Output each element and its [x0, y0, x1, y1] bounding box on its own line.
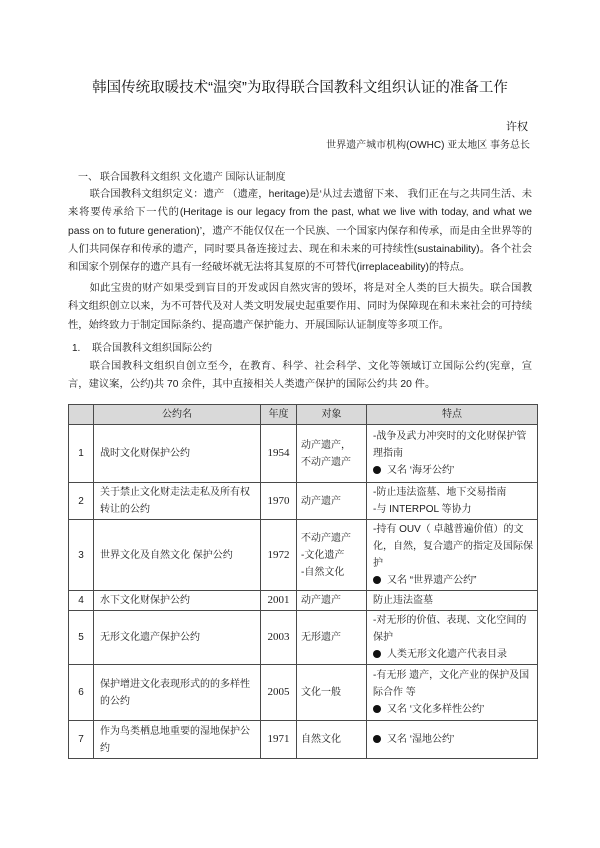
- cell-number: 2: [69, 483, 94, 520]
- document-title: 韩国传统取暖技术“温突”为取得联合国教科文组织认证的准备工作: [92, 80, 508, 96]
- page-content: [68, 0, 532, 759]
- paragraph-unesco-mission: 如此宝贵的财产如果受到盲目的开发或因自然灾害的毁坏，将是对全人类的巨大损失。联合国教科文组织创立以来，为不可替代及对人类文明发展史起重要作用、同时为保障现在和未来社会的可持续性，始终致力于制定国际条约、提高遗产保护能力、开展国际认证制度等多项工作。: [68, 282, 532, 331]
- cell-number: 1: [69, 425, 94, 483]
- bullet-icon: [373, 705, 381, 713]
- bullet-line: [373, 462, 533, 479]
- cell-year: 1970: [261, 483, 297, 520]
- cell-object: [297, 483, 367, 520]
- cell-features: [367, 665, 538, 721]
- header-cell-number: [69, 405, 94, 425]
- cell-convention-name: 保护增进文化表现形式的的多样性的公约: [94, 665, 261, 721]
- cell-number: 4: [69, 591, 94, 611]
- cell-year: 1972: [261, 520, 297, 591]
- bullet-text: 又名 ‘海牙公约’: [387, 465, 455, 477]
- bullet-line: [373, 572, 533, 589]
- section-title: 联合国教科文组织 文化遗产 国际认证制度: [100, 172, 286, 183]
- cell-convention-name: 世界文化及自然文化 保护公约: [94, 520, 261, 591]
- cell-features: [367, 591, 538, 611]
- bullet-icon: [373, 576, 381, 584]
- feature-line: -防止违法盗墓、地下交易指南: [373, 487, 507, 499]
- header-cell-name: 公约名: [94, 405, 261, 425]
- bullet-line: [373, 731, 533, 748]
- bullet-text: 又名 ‘湿地公约’: [387, 734, 455, 746]
- object-line: 无形遗产: [301, 632, 341, 644]
- object-line: -文化遗产: [301, 549, 345, 561]
- feature-line: -战争及武力冲突时的文化财保护管理指南: [373, 431, 527, 460]
- object-line: 动产遗产，: [301, 439, 351, 451]
- cell-object: [297, 425, 367, 483]
- cell-object: [297, 665, 367, 721]
- table-header-row: [69, 405, 538, 425]
- author-affiliation: 世界遗产城市机构(OWHC) 亚太地区 事务总长: [326, 140, 530, 151]
- cell-year: 1971: [261, 721, 297, 759]
- bullet-text: 人类无形文化遗产代表目录: [387, 649, 507, 661]
- feature-line: -持有 OUV（ 卓越普遍价值）的文化，自然，复合遗产的指定及国际保护: [373, 524, 533, 570]
- paragraph-conventions-intro: 联合国教科文组织自创立至今，在教育、科学、社会科学、文化等领域订立国际公约(宪章，宣言，建议案，公约)共 70 余件，其中直接相关人类遗产保护的国际公约共 20 件。: [68, 360, 532, 391]
- feature-line: -对无形的价值、表现、文化空间的保护: [373, 615, 527, 644]
- paragraph-heritage-definition: 联合国教科文组织定义：遗产 （遗產，heritage)是‘从过去遗留下来、 我们正在与之共同生活、未来将要传承给下一代的(Heritage is our legacy from the past, what we live with today, and what we pass on to future generation)’，遗产不能仅仅在一个民族、一个国家内保存和传承，而是由全世界等的人们共同保存和传承的遗产，同时要具备连接过去、现在和未来的可持续性(sustainability)。各个社会和国家个别保存的遗产具有一经破坏就无法将其复原的不可替代(irreplaceability)的特点。: [68, 189, 532, 274]
- cell-year: 2005: [261, 665, 297, 721]
- cell-convention-name: 无形文化遗产保护公约: [94, 611, 261, 665]
- header-cell-year: 年度: [261, 405, 297, 425]
- cell-object: [297, 721, 367, 759]
- table-row: [69, 425, 538, 483]
- bullet-line: [373, 646, 533, 663]
- object-line: 不动产遗产: [301, 456, 351, 468]
- cell-convention-name: 作为鸟类栖息地重要的湿地保护公约: [94, 721, 261, 759]
- header-cell-features: 特点: [367, 405, 538, 425]
- object-line: 自然文化: [301, 734, 341, 746]
- bullet-line: [373, 701, 533, 718]
- object-line: 动产遗产: [301, 495, 341, 507]
- table-body: [69, 425, 538, 759]
- table-row: [69, 591, 538, 611]
- conventions-table: [68, 404, 538, 759]
- author-name: 许权: [506, 121, 528, 133]
- cell-year: 2001: [261, 591, 297, 611]
- table-row: [69, 611, 538, 665]
- object-line: 不动产遗产: [301, 532, 351, 544]
- table-row: [69, 665, 538, 721]
- cell-convention-name: 水下文化财保护公约: [94, 591, 261, 611]
- feature-line: -有无形 遗产，文化产业的保护及国际合作 等: [373, 670, 530, 699]
- object-line: 文化一般: [301, 687, 341, 699]
- subsection-heading: [68, 340, 532, 358]
- bullet-text: 又名 “世界遗产公约”: [387, 575, 477, 587]
- cell-features: [367, 520, 538, 591]
- cell-number: 6: [69, 665, 94, 721]
- cell-number: 3: [69, 520, 94, 591]
- cell-number: 7: [69, 721, 94, 759]
- cell-object: [297, 520, 367, 591]
- cell-features: [367, 483, 538, 520]
- bullet-icon: [373, 650, 381, 658]
- cell-convention-name: 战时文化财保护公约: [94, 425, 261, 483]
- object-line: 动产遗产: [301, 595, 341, 607]
- cell-year: 2003: [261, 611, 297, 665]
- cell-object: [297, 611, 367, 665]
- cell-features: [367, 721, 538, 759]
- subsection-title: 联合国教科文组织国际公约: [92, 342, 212, 354]
- feature-line: 防止违法盗墓: [373, 595, 433, 607]
- table-header: [69, 405, 538, 425]
- section-heading: [68, 170, 532, 186]
- cell-features: [367, 425, 538, 483]
- subsection-number: 1.: [72, 342, 81, 354]
- object-line: -自然文化: [301, 566, 345, 578]
- cell-features: [367, 611, 538, 665]
- section-number: 一、: [78, 172, 98, 183]
- header-cell-object: 对象: [297, 405, 367, 425]
- feature-line: -与 INTERPOL 等协力: [373, 504, 472, 516]
- table-row: [69, 483, 538, 520]
- bullet-text: 又名 ‘文化多样性公约’: [387, 704, 485, 716]
- cell-convention-name: 关于禁止文化财走法走私及所有权转让的公约: [94, 483, 261, 520]
- cell-object: [297, 591, 367, 611]
- cell-year: 1954: [261, 425, 297, 483]
- bullet-icon: [373, 466, 381, 474]
- table-row: [69, 520, 538, 591]
- bullet-icon: [373, 735, 381, 743]
- cell-number: 5: [69, 611, 94, 665]
- table-row: [69, 721, 538, 759]
